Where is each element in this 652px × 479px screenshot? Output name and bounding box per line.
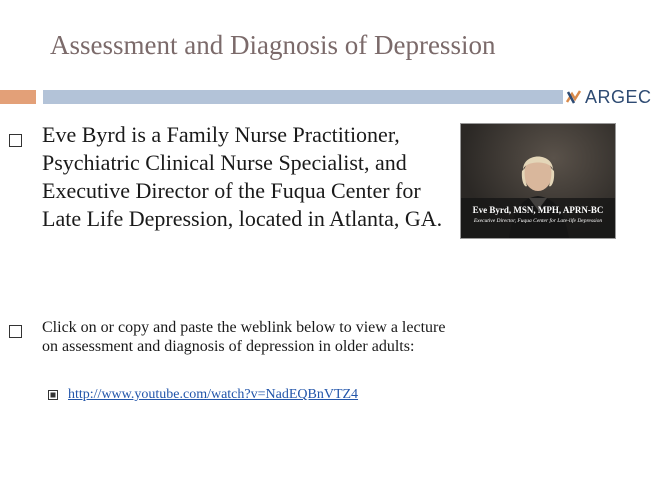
argec-logo-icon [565,88,583,106]
caption-name: Eve Byrd, MSN, MPH, APRN-BC [472,205,604,215]
argec-logo [565,86,652,108]
logo-text: ARGEC [585,86,652,107]
accent-bar-blue [43,90,563,104]
slide-title: Assessment and Diagnosis of Depression [50,30,496,60]
youtube-link[interactable]: http://www.youtube.com/watch?v=NadEQBnVTZ4 [68,387,359,402]
bullet-square-icon [9,134,22,147]
speaker-photo [460,123,616,239]
bullet-text-weblink: Click on or copy and paste the weblink below to view a lecture on assessment and diagnosis of depression in older adults: [42,319,446,355]
sub-bullet-square-icon [48,390,58,400]
bullet-square-icon [9,325,22,338]
accent-bar-orange [0,90,36,104]
photo-caption [461,198,615,238]
bullet-text-bio: Eve Byrd is a Family Nurse Practitioner, Psychiatric Clinical Nurse Specialist, and Executive Director of the Fuqua Center for Late Life Depression, located in Atlanta, GA. [42,122,443,231]
caption-role: Executive Director, Fuqua Center for Late-life Depression [473,218,603,224]
